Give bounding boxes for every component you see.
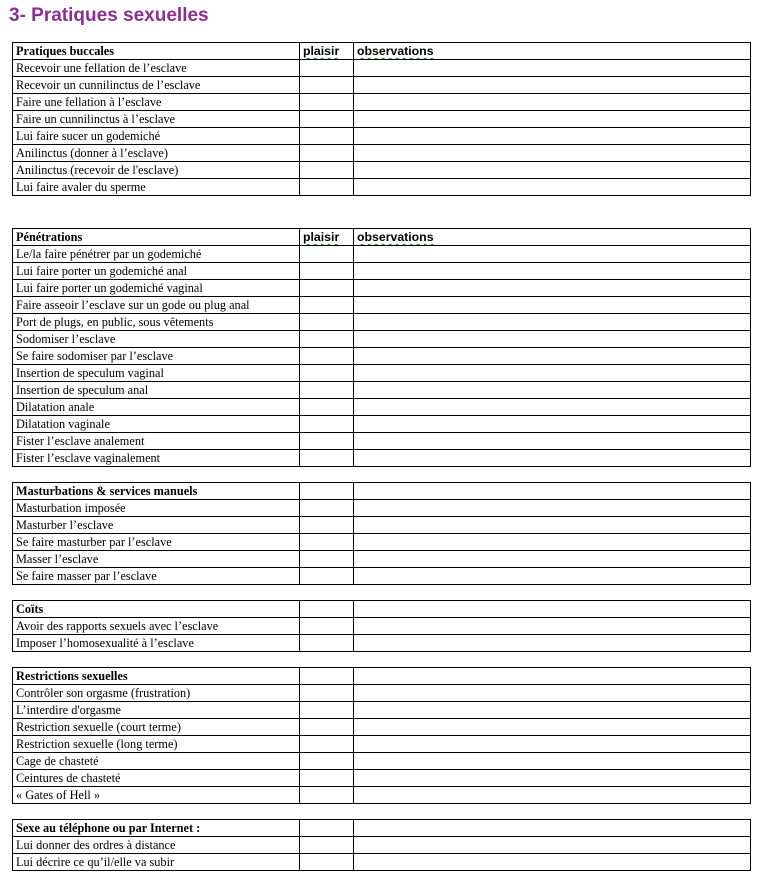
observations-cell[interactable] [354, 145, 751, 162]
item-label: Insertion de speculum anal [13, 382, 300, 399]
observations-cell[interactable] [354, 348, 751, 365]
plaisir-cell[interactable] [300, 348, 354, 365]
observations-cell[interactable] [354, 246, 751, 263]
plaisir-cell[interactable] [300, 297, 354, 314]
item-label: Restriction sexuelle (long terme) [13, 736, 300, 753]
plaisir-cell[interactable] [300, 94, 354, 111]
table-row [13, 416, 751, 433]
plaisir-cell[interactable] [300, 111, 354, 128]
item-label: Lui faire porter un godemiché anal [13, 263, 300, 280]
observations-cell[interactable] [354, 770, 751, 787]
table-row [13, 719, 751, 736]
plaisir-cell[interactable] [300, 179, 354, 196]
plaisir-cell[interactable] [300, 263, 354, 280]
section-header-row [13, 229, 751, 246]
plaisir-cell[interactable] [300, 145, 354, 162]
plaisir-cell[interactable] [300, 162, 354, 179]
item-label: Faire une fellation à l’esclave [13, 94, 300, 111]
plaisir-cell[interactable] [300, 770, 354, 787]
section-table-masturbations [12, 482, 751, 585]
item-label: Se faire masturber par l’esclave [13, 534, 300, 551]
plaisir-cell[interactable] [300, 736, 354, 753]
item-label: Se faire sodomiser par l’esclave [13, 348, 300, 365]
table-row [13, 551, 751, 568]
observations-cell[interactable] [354, 854, 751, 871]
plaisir-cell [300, 668, 354, 685]
table-row [13, 263, 751, 280]
table-row [13, 770, 751, 787]
table-row [13, 128, 751, 145]
section-header-row [13, 43, 751, 60]
plaisir-cell[interactable] [300, 314, 354, 331]
plaisir-cell[interactable] [300, 246, 354, 263]
table-row [13, 534, 751, 551]
item-label: Faire asseoir l’esclave sur un gode ou plug anal [13, 297, 300, 314]
observations-cell[interactable] [354, 162, 751, 179]
item-label: Fister l’esclave vaginalement [13, 450, 300, 467]
observations-cell[interactable] [354, 450, 751, 467]
observations-cell[interactable] [354, 399, 751, 416]
table-row [13, 331, 751, 348]
item-label: Imposer l’homosexualité à l’esclave [13, 635, 300, 652]
plaisir-cell[interactable] [300, 568, 354, 585]
observations-cell[interactable] [354, 382, 751, 399]
section-header: Pratiques buccales [13, 43, 300, 60]
item-label: Anilinctus (recevoir de l'esclave) [13, 162, 300, 179]
item-label: Dilatation anale [13, 399, 300, 416]
plaisir-column-header: plaisir [300, 43, 354, 60]
table-row [13, 568, 751, 585]
table-row [13, 297, 751, 314]
item-label: Lui donner des ordres à distance [13, 837, 300, 854]
item-label: Cage de chasteté [13, 753, 300, 770]
observations-column-header: observations [354, 43, 751, 60]
item-label: Insertion de speculum vaginal [13, 365, 300, 382]
observations-cell[interactable] [354, 94, 751, 111]
observations-cell[interactable] [354, 534, 751, 551]
plaisir-cell[interactable] [300, 280, 354, 297]
observations-cell[interactable] [354, 568, 751, 585]
item-label: Contrôler son orgasme (frustration) [13, 685, 300, 702]
table-row [13, 854, 751, 871]
plaisir-column-header: plaisir [300, 229, 354, 246]
item-label: Masturbation imposée [13, 500, 300, 517]
item-label: Port de plugs, en public, sous vêtements [13, 314, 300, 331]
plaisir-cell[interactable] [300, 365, 354, 382]
observations-cell[interactable] [354, 111, 751, 128]
observations-cell[interactable] [354, 331, 751, 348]
table-row [13, 60, 751, 77]
observations-cell[interactable] [354, 753, 751, 770]
item-label: Lui faire sucer un godemiché [13, 128, 300, 145]
observations-cell[interactable] [354, 297, 751, 314]
observations-cell[interactable] [354, 635, 751, 652]
plaisir-cell[interactable] [300, 517, 354, 534]
table-row [13, 618, 751, 635]
section-header-row [13, 668, 751, 685]
item-label: Dilatation vaginale [13, 416, 300, 433]
item-label: L’interdire d'orgasme [13, 702, 300, 719]
item-label: Se faire masser par l’esclave [13, 568, 300, 585]
table-row [13, 246, 751, 263]
item-label: Lui décrire ce qu’il/elle va subir [13, 854, 300, 871]
table-row [13, 162, 751, 179]
item-label: Faire un cunnilinctus à l’esclave [13, 111, 300, 128]
plaisir-cell[interactable] [300, 433, 354, 450]
item-label: Masturber l’esclave [13, 517, 300, 534]
item-label: Fister l’esclave analement [13, 433, 300, 450]
plaisir-cell[interactable] [300, 635, 354, 652]
plaisir-cell [300, 483, 354, 500]
observations-cell[interactable] [354, 263, 751, 280]
plaisir-cell[interactable] [300, 77, 354, 94]
section-header: Pénétrations [13, 229, 300, 246]
table-row [13, 837, 751, 854]
section-table-coits [12, 600, 751, 652]
table-row [13, 685, 751, 702]
observations-cell[interactable] [354, 365, 751, 382]
section-header: Restrictions sexuelles [13, 668, 300, 685]
plaisir-cell[interactable] [300, 837, 354, 854]
observations-column-header: observations [354, 229, 751, 246]
plaisir-cell[interactable] [300, 382, 354, 399]
observations-cell [354, 820, 751, 837]
table-row [13, 517, 751, 534]
table-row [13, 145, 751, 162]
plaisir-cell[interactable] [300, 416, 354, 433]
table-row [13, 179, 751, 196]
table-row [13, 753, 751, 770]
observations-cell[interactable] [354, 128, 751, 145]
table-row [13, 450, 751, 467]
item-label: Avoir des rapports sexuels avec l’esclave [13, 618, 300, 635]
table-row [13, 500, 751, 517]
section-header: Sexe au téléphone ou par Internet : [13, 820, 300, 837]
observations-cell[interactable] [354, 179, 751, 196]
plaisir-cell[interactable] [300, 753, 354, 770]
table-row [13, 365, 751, 382]
plaisir-cell[interactable] [300, 719, 354, 736]
observations-cell[interactable] [354, 314, 751, 331]
observations-cell[interactable] [354, 500, 751, 517]
section-header-row [13, 820, 751, 837]
section-header: Coïts [13, 601, 300, 618]
table-row [13, 736, 751, 753]
observations-cell [354, 483, 751, 500]
plaisir-cell[interactable] [300, 618, 354, 635]
section-header-row [13, 483, 751, 500]
observations-cell[interactable] [354, 517, 751, 534]
observations-cell[interactable] [354, 551, 751, 568]
observations-cell [354, 601, 751, 618]
plaisir-cell [300, 601, 354, 618]
table-row [13, 77, 751, 94]
plaisir-cell[interactable] [300, 399, 354, 416]
section-table-pratiques-buccales [12, 42, 751, 196]
table-row [13, 314, 751, 331]
item-label: Anilinctus (donner à l’esclave) [13, 145, 300, 162]
section-table-restrictions [12, 667, 751, 804]
section-header: Masturbations & services manuels [13, 483, 300, 500]
plaisir-cell[interactable] [300, 854, 354, 871]
table-row [13, 787, 751, 804]
section-table-penetrations [12, 228, 751, 467]
item-label: Recevoir un cunnilinctus de l’esclave [13, 77, 300, 94]
observations-cell[interactable] [354, 280, 751, 297]
plaisir-cell[interactable] [300, 534, 354, 551]
observations-cell[interactable] [354, 433, 751, 450]
table-row [13, 399, 751, 416]
item-label: Ceintures de chasteté [13, 770, 300, 787]
observations-cell[interactable] [354, 618, 751, 635]
item-label: Restriction sexuelle (court terme) [13, 719, 300, 736]
item-label: Recevoir une fellation de l’esclave [13, 60, 300, 77]
section-table-telephone-internet [12, 819, 751, 871]
table-row [13, 348, 751, 365]
item-label: Lui faire avaler du sperme [13, 179, 300, 196]
plaisir-cell[interactable] [300, 128, 354, 145]
plaisir-cell[interactable] [300, 551, 354, 568]
observations-cell[interactable] [354, 702, 751, 719]
table-row [13, 382, 751, 399]
plaisir-cell[interactable] [300, 450, 354, 467]
table-row [13, 111, 751, 128]
plaisir-cell[interactable] [300, 787, 354, 804]
section-header-row [13, 601, 751, 618]
table-row [13, 635, 751, 652]
table-row [13, 280, 751, 297]
plaisir-cell[interactable] [300, 500, 354, 517]
item-label: Masser l’esclave [13, 551, 300, 568]
observations-cell[interactable] [354, 77, 751, 94]
plaisir-cell[interactable] [300, 685, 354, 702]
observations-cell [354, 668, 751, 685]
observations-cell[interactable] [354, 787, 751, 804]
plaisir-cell[interactable] [300, 331, 354, 348]
item-label: « Gates of Hell » [13, 787, 300, 804]
item-label: Lui faire porter un godemiché vaginal [13, 280, 300, 297]
observations-cell[interactable] [354, 60, 751, 77]
observations-cell[interactable] [354, 837, 751, 854]
item-label: Sodomiser l’esclave [13, 331, 300, 348]
observations-cell[interactable] [354, 719, 751, 736]
plaisir-cell[interactable] [300, 702, 354, 719]
table-row [13, 702, 751, 719]
table-row [13, 433, 751, 450]
page-title: 3- Pratiques sexuelles [9, 5, 209, 26]
observations-cell[interactable] [354, 416, 751, 433]
plaisir-cell [300, 820, 354, 837]
table-row [13, 94, 751, 111]
observations-cell[interactable] [354, 736, 751, 753]
item-label: Le/la faire pénétrer par un godemiché [13, 246, 300, 263]
plaisir-cell[interactable] [300, 60, 354, 77]
observations-cell[interactable] [354, 685, 751, 702]
